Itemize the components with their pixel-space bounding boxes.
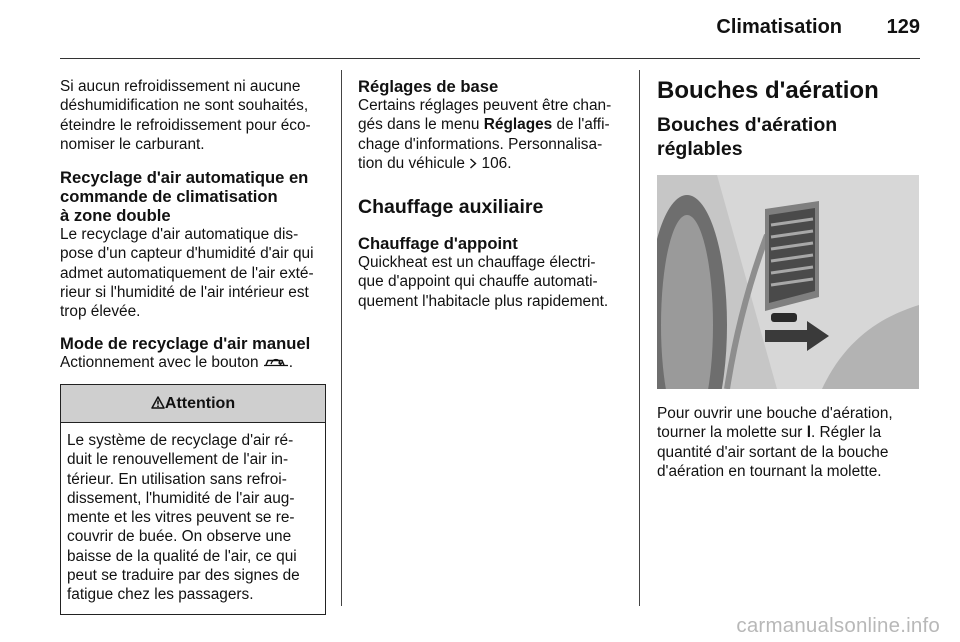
heading-auto-recirculation: Recyclage d'air automatique en commande de climatisation à zone double [60,168,309,226]
vent-thumbwheel [771,313,797,322]
page-number: 129 [886,16,920,38]
warning-icon [151,396,165,409]
warning-text: Le système de recyclage d'air ré- duit le renouvellement de l'air in- térieur. En utilisation sans refroi- dissement, l'humidité de l'air aug- mente et les vitres peuvent se re- couvrir de buée. On observe une baisse de la qualité de l'air, ce qui peut se traduire par des signes de fatigue chez les passagers. [67,431,300,604]
column-divider-2 [639,70,640,606]
column-divider-1 [341,70,342,606]
basic-settings-paragraph: Certains réglages peuvent être chan- gés dans le menu Réglages de l'affi- chage d'informations. Personnalisa- tion du véhicule 106. [358,97,612,172]
warning-header: Attention [61,385,325,423]
air-vent-photo [657,175,919,389]
heading-auxiliary-heating: Chauffage auxiliaire [358,196,544,219]
vent-instructions: Pour ouvrir une bouche d'aération, tourner la molette sur l. Régler la quantité d'air sortant de la bouche d'aération en tournant la molette. [657,405,893,480]
open-position-symbol: l [806,424,811,442]
heading-air-vents: Bouches d'aération [657,77,879,104]
heading-adjustable-vents: Bouches d'aération réglables [657,114,838,160]
header-rule [60,58,920,59]
recirculation-icon [263,356,289,368]
column-3 [657,77,922,481]
heading-basic-settings: Réglages de base [358,77,499,96]
watermark: carmanualsonline.info [736,614,940,637]
page-ref-arrow-icon [469,158,477,169]
auto-recirculation-paragraph: Le recyclage d'air automatique dis- pose d'un capteur d'humidité d'air qui admet automatiquement de l'air exté- rieur si l'humidité de l'air intérieur est trop élevée. [60,226,314,321]
section-title: Climatisation [716,16,842,38]
settings-menu-term: Réglages [483,116,553,134]
vent-grille [765,201,819,311]
intro-paragraph: Si aucun refroidissement ni aucune déshumidification ne sont souhaités, éteindre le refroidissement pour éco- nomiser le carburant. [60,78,311,153]
column-1 [60,77,326,615]
heading-manual-recirculation: Mode de recyclage d'air manuel [60,333,311,353]
column-2 [358,77,628,311]
manual-recirculation-paragraph: Actionnement avec le bouton . [60,353,294,371]
heading-quickheat: Chauffage d'appoint [358,234,518,254]
quickheat-paragraph: Quickheat est un chauffage électri- que d'appoint qui chauffe automati- quement l'habitacle plus rapidement. [358,254,609,310]
warning-box [60,384,326,615]
page-reference-link[interactable]: 106. [469,155,511,172]
